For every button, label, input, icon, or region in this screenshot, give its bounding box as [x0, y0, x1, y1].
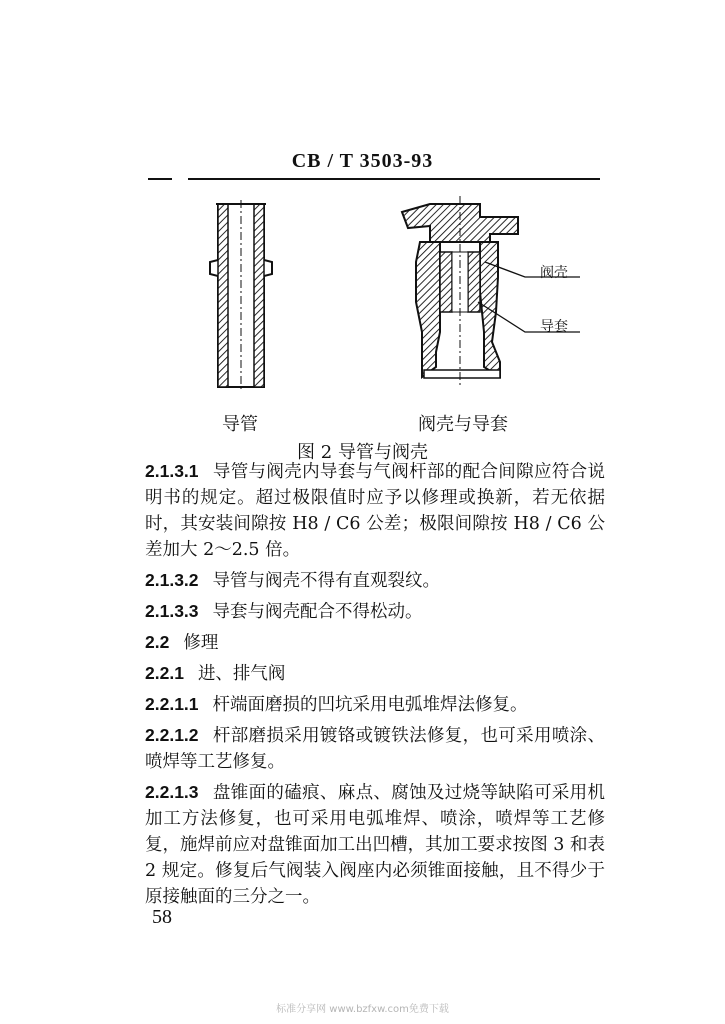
clause-text: 导管与阀壳不得有直观裂纹。	[212, 571, 441, 591]
paragraph-2-1-3-3	[145, 598, 605, 625]
clause-number: 2.2.1.3	[145, 782, 199, 802]
clause-number: 2.2.1.1	[145, 694, 199, 714]
paragraph-2-1-3-1	[145, 458, 605, 563]
callout-shell-label: 阀壳	[540, 265, 568, 281]
guide-tube-drawing	[210, 200, 272, 392]
clause-text: 杆部磨损采用镀铬或镀铁法修复，也可采用喷涂、喷焊等工艺修复。	[145, 726, 605, 772]
callout-sleeve-label: 导套	[540, 319, 568, 335]
section-number: 2.2.1	[145, 663, 184, 683]
clause-number: 2.1.3.3	[145, 601, 199, 621]
section-number: 2.2	[145, 632, 170, 652]
paragraph-2-1-3-2	[145, 567, 605, 594]
page-header: CB / T 3503-93	[291, 150, 434, 172]
page-number: 58	[152, 906, 172, 928]
clause-text: 导套与阀壳配合不得松动。	[212, 602, 423, 622]
figure-2-drawing	[140, 182, 600, 407]
figure-caption: 图 2 导管与阀壳	[297, 442, 428, 463]
header-rule-short	[148, 178, 172, 180]
body-text	[145, 458, 605, 914]
housing-sleeve-label: 阀壳与导套	[418, 414, 508, 435]
section-title: 修理	[183, 633, 219, 653]
guide-tube-label: 导管	[222, 414, 258, 435]
clause-text: 杆端面磨损的凹坑采用电弧堆焊法修复。	[212, 695, 528, 715]
valve-housing-drawing	[402, 196, 580, 387]
section-title: 进、排气阀	[197, 664, 286, 684]
clause-number: 2.2.1.2	[145, 725, 199, 745]
paragraph-2-2-1-2	[145, 722, 605, 775]
paragraph-2-2-1-1	[145, 691, 605, 718]
section-2-2-1	[145, 660, 605, 687]
section-2-2	[145, 629, 605, 656]
clause-text: 盘锥面的磕痕、麻点、腐蚀及过烧等缺陷可采用机加工方法修复，也可采用电弧堆焊、喷涂，喷焊等工艺修复，施焊前应对盘锥面加工出凹槽，其加工要求按图 3 和表 2 规定。修复后气阀装入阀座内必须锥面接触，且不得少于原接触面的三分之一。	[145, 783, 605, 907]
clause-text: 导管与阀壳内导套与气阀杆部的配合间隙应符合说明书的规定。超过极限值时应予以修理或换新，若无依据时，其安装间隙按 H8 / C6 公差；极限间隙按 H8 / C6 公差加大 2～2.5 倍。	[145, 462, 605, 560]
paragraph-2-2-1-3	[145, 779, 605, 910]
header-rule	[188, 178, 600, 180]
clause-number: 2.1.3.2	[145, 570, 199, 590]
clause-number: 2.1.3.1	[145, 461, 199, 481]
watermark: 标准分享网 www.bzfxw.com免费下载	[276, 1004, 449, 1015]
